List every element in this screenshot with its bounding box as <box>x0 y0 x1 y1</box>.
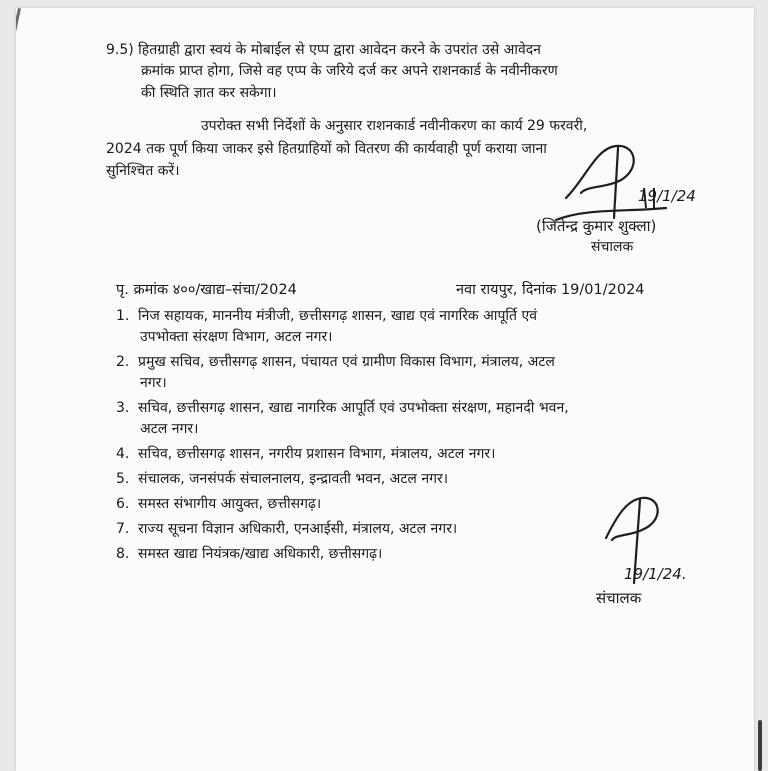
list-item <box>116 469 569 490</box>
list-item <box>116 519 569 540</box>
item-line2: नगर। <box>140 375 167 391</box>
item-line1: राज्य सूचना विज्ञान अधिकारी, एनआईसी, मंत्रालय, अटल नगर। <box>138 521 458 537</box>
item-line1: निज सहायक, माननीय मंत्रीजी, छत्तीसगढ़ शासन, खाद्य एवं नागरिक आपूर्ति एवं <box>138 308 537 324</box>
para1-line3: की स्थिति ज्ञात कर सकेगा। <box>141 85 277 101</box>
item-number: 6. <box>116 496 130 512</box>
recipient-list <box>116 306 569 569</box>
list-item <box>116 306 569 348</box>
item-number: 2. <box>116 354 130 370</box>
item-line1: सचिव, छत्तीसगढ़ शासन, खाद्य नागरिक आपूर्ति एवं उपभोक्ता संरक्षण, महानदी भवन, <box>138 400 569 416</box>
memo-number: पृ. क्रमांक ४००/खाद्य–संचा/2024 <box>116 282 297 298</box>
item-number: 5. <box>116 471 130 487</box>
signature1-date: 19/1/24 <box>638 187 696 205</box>
list-item <box>116 398 569 440</box>
signature2-date: 19/1/24. <box>624 565 687 583</box>
list-item <box>116 352 569 394</box>
para2-line3: सुनिश्चित करें। <box>106 163 180 179</box>
item-number: 3. <box>116 400 130 416</box>
item-line1: समस्त खाद्य नियंत्रक/खाद्य अधिकारी, छत्तीसगढ़। <box>138 546 383 562</box>
scrollbar-thumb[interactable] <box>758 720 762 771</box>
signatory-name: (जितेन्द्र कुमार शुक्ला) <box>536 217 657 235</box>
item-number: 8. <box>116 546 130 562</box>
para1-line1: 9.5) हितग्राही द्वारा स्वयं के मोबाईल से एप्प द्वारा आवेदन करने के उपरांत उसे आवेदन <box>106 42 541 58</box>
list-item <box>116 444 569 465</box>
item-number: 7. <box>116 521 130 537</box>
para2-line2: 2024 तक पूर्ण किया जाकर इसे हितग्राहियों को वितरण की कार्यवाही पूर्ण कराया जाना <box>106 141 547 157</box>
item-number: 1. <box>116 308 130 324</box>
item-line2: अटल नगर। <box>140 421 199 437</box>
item-line1: प्रमुख सचिव, छत्तीसगढ़ शासन, पंचायत एवं ग्रामीण विकास विभाग, मंत्रालय, अटल <box>138 354 555 370</box>
list-item <box>116 494 569 515</box>
para2-line1: उपरोक्त सभी निर्देशों के अनुसार राशनकार्ड नवीनीकरण का कार्य 29 फरवरी, <box>201 118 588 134</box>
item-line1: संचालक, जनसंपर्क संचालनालय, इन्द्रावती भवन, अटल नगर। <box>138 471 449 487</box>
list-item <box>116 544 569 565</box>
item-line1: समस्त संभागीय आयुक्त, छत्तीसगढ़। <box>138 496 322 512</box>
signature2-title: संचालक <box>596 589 642 607</box>
page-fold-mark <box>16 8 21 77</box>
memo-place-date: नवा रायपुर, दिनांक 19/01/2024 <box>456 282 645 298</box>
para1-line2: क्रमांक प्राप्त होगा, जिसे वह एप्प के जरिये दर्ज कर अपने राशनकार्ड के नवीनीकरण <box>141 63 558 79</box>
signatory-title: संचालक <box>591 239 634 255</box>
item-line2: उपभोक्ता संरक्षण विभाग, अटल नगर। <box>140 329 333 345</box>
item-number: 4. <box>116 446 130 462</box>
document-page <box>16 8 754 771</box>
item-line1: सचिव, छत्तीसगढ़ शासन, नगरीय प्रशासन विभाग, मंत्रालय, अटल नगर। <box>138 446 496 462</box>
